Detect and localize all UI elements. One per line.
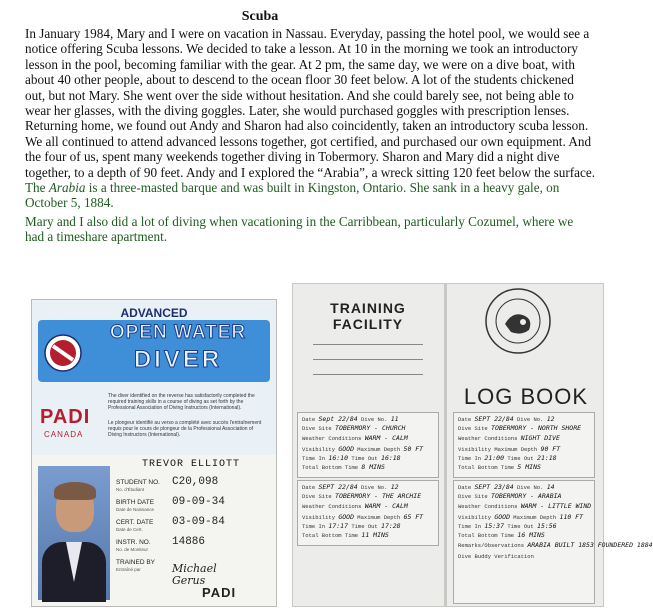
arabia-italic: Arabia — [48, 180, 86, 196]
arabia-post: is a three-masted barque and was built in Kingston, Ontario. She sank in a heavy gale, on October 5, 1884. — [25, 180, 560, 211]
padi-flag-logo-icon — [44, 334, 82, 372]
card-open-water: OPEN WATER — [109, 322, 247, 343]
photo-hair — [54, 482, 96, 500]
paragraph-nassau: In January 1984, Mary and I were on vacation in Nassau. Everyday, passing the hotel pool, we would see a notice offering Scuba lessons. We decided to take a lesson. At 10 in the morning we took an introductory lesson in the pool, becoming familiar with the gear. At 2 pm, the same day, we were on a dive boat, with about 40 other people, about to descend to the ocean floor 30 feet below. A lot of the students chickened out, but not Mary. She went over the side without hesitation. And she could barely see, not being able to wear her glasses, with the diving goggles. Later, she would purchased goggles with prescription lenses. — [25, 26, 590, 119]
dive-shop-stamp-icon — [483, 286, 553, 356]
arabia-pre: The — [25, 180, 49, 196]
padi-bottom-logo: PADI — [202, 585, 237, 600]
birth-date-value: 09-09-34 — [172, 496, 225, 508]
card-diver: DIVER — [133, 346, 223, 373]
ocean-industries-stamp — [483, 286, 553, 356]
card-fine-print-en: The diver identified on the reverse has satisfactorily completed the required training skills in a course of diving as set forth by the Professional Association of Diving Instructors (International). — [108, 393, 255, 411]
instr-no-value: 14886 — [172, 536, 206, 548]
diver-name: TREVOR ELLIOTT — [141, 459, 240, 470]
training-facility-label: TRAINING FACILITY — [330, 300, 406, 332]
card-back — [32, 455, 276, 606]
padi-logo-text: PADI — [40, 406, 91, 428]
instructor-signature: Michael Gerus — [172, 562, 217, 587]
logbook-image — [292, 283, 653, 607]
trained-by-label: TRAINED BY Entraîné par — [116, 559, 156, 572]
line — [313, 359, 423, 360]
card-advanced-label: ADVANCED — [120, 306, 188, 320]
page-title: Scuba — [241, 9, 279, 24]
paragraph-tobermory: Returning home, we found out Andy and Sharon had also coincidently, taken an introductory scuba lesson. We all continued to attend advanced lessons together, got certified, and purchased our own equipment. And the four of us, spent many weekends together diving in Tobermory. Sharon and Mary did a night dive together, to a depth of 90 feet. Andy and I explored the “Arabia”, a wreck sitting 120 feet below the surface. — [25, 118, 595, 180]
log-entry: Date SEPT 22/84 Dive No. 12 Dive Site TOBERMORY - THE ARCHIE Weather Conditions WARM - CALM Visibility GOOD Maximum Depth 65 FT Time In 17:17 Time Out 17:28 Total Bottom Time 11 MINS — [297, 480, 439, 546]
instr-no-label: INSTR. NO. No. de Moniteur — [116, 539, 151, 552]
student-no-label: STUDENT NO. No. d'Étudiant — [116, 479, 160, 492]
log-book-title: LOG BOOK — [463, 384, 589, 409]
paragraph-caribbean: Mary and I also did a lot of diving when vacationing in the Carribbean, particularly Cozumel, where we had a timeshare apartment. — [25, 213, 574, 245]
birth-date-label: BIRTH DATE Date de Naissance — [116, 499, 155, 512]
logbook-spine — [444, 284, 447, 606]
card-front — [32, 300, 276, 455]
line — [313, 374, 423, 375]
padi-canada-text: CANADA — [44, 430, 84, 439]
padi-card-image — [31, 299, 277, 607]
cert-date-label: CERT. DATE Date de Cert. — [116, 519, 154, 532]
student-no-value: C20,098 — [172, 476, 219, 488]
card-fine-print-fr: Le plongeur identifié au verso a complété avec succès l'entraînement requis pour le cours de plongeur de la Professional Association of Diving Instructors (International). — [108, 420, 262, 438]
cert-date-value: 03-09-84 — [172, 516, 225, 528]
paragraph-arabia — [25, 180, 595, 211]
story-text — [25, 26, 595, 245]
log-entry: Date Sept 22/84 Dive No. 11 Dive Site TOBERMORY - CHURCH Weather Conditions WARM - CALM Visibility GOOD Maximum Depth 50 FT Time In 16:10 Time Out 16:18 Total Bottom Time 8 MINS — [297, 412, 439, 478]
log-entry: Date SEPT 23/84 Dive No. 14 Dive Site TOBERMORY - ARABIA Weather Conditions WARM - LITTLE WIND Visibility GOOD Maximum Depth 110 FT Time In 15:37 Time Out 15:56 Total Bottom Time 16 MINS Remarks/Observations ARABIA BUILT 1853 FOUNDERED 1884 Dive Buddy Verification — [453, 480, 595, 604]
log-entry: Date SEPT 22/84 Dive No. 12 Dive Site TOBERMORY - NORTH SHORE Weather Conditions NIGHT DIVE Visibility Maximum Depth 90 FT Time In 21:00 Time Out 21:18 Total Bottom Time 5 MINS — [453, 412, 595, 478]
diver-photo — [38, 466, 110, 600]
line — [313, 344, 423, 345]
